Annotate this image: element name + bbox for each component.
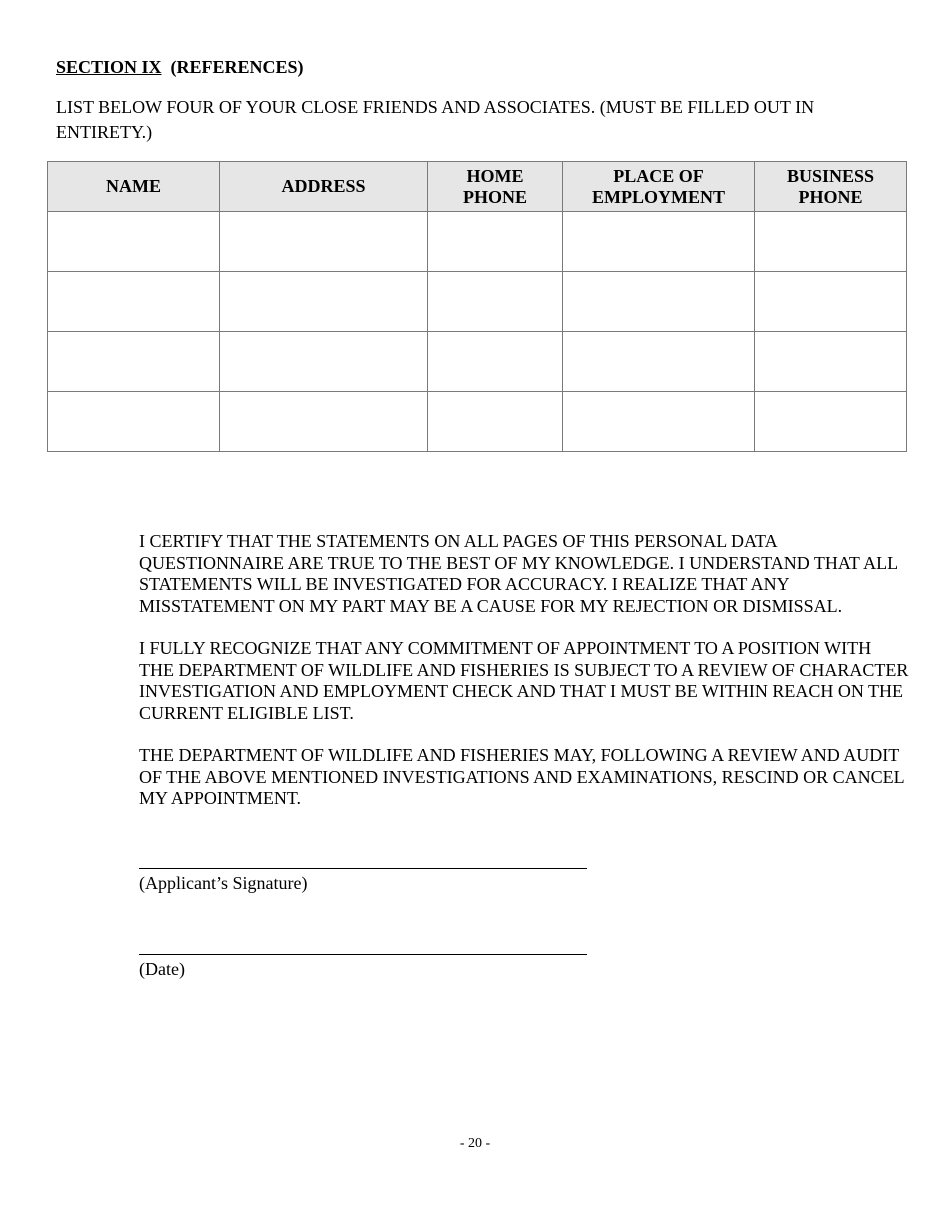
signature-line[interactable] [139, 868, 587, 869]
employment-cell[interactable] [563, 272, 755, 332]
signature-label: (Applicant’s Signature) [139, 873, 308, 893]
address-cell[interactable] [220, 392, 428, 452]
header-place-of-employment: PLACE OF EMPLOYMENT [563, 162, 755, 212]
table-row [48, 332, 907, 392]
business-phone-cell[interactable] [755, 332, 907, 392]
name-cell[interactable] [48, 332, 220, 392]
home-phone-cell[interactable] [428, 272, 563, 332]
name-cell[interactable] [48, 212, 220, 272]
home-phone-cell[interactable] [428, 392, 563, 452]
home-phone-cell[interactable] [428, 212, 563, 272]
date-label: (Date) [139, 959, 185, 979]
name-cell[interactable] [48, 272, 220, 332]
address-cell[interactable] [220, 332, 428, 392]
table-row [48, 212, 907, 272]
header-business-phone: BUSINESS PHONE [755, 162, 907, 212]
table-row [48, 392, 907, 452]
name-cell[interactable] [48, 392, 220, 452]
section-number: SECTION IX [56, 57, 162, 77]
table-row [48, 272, 907, 332]
header-address: ADDRESS [220, 162, 428, 212]
page-number: - 20 - [459, 1136, 491, 1151]
employment-cell[interactable] [563, 392, 755, 452]
date-line[interactable] [139, 954, 587, 955]
address-cell[interactable] [220, 212, 428, 272]
employment-cell[interactable] [563, 212, 755, 272]
section-heading [56, 57, 304, 78]
business-phone-cell[interactable] [755, 212, 907, 272]
section-title: (REFERENCES) [170, 57, 304, 77]
instructions-text: LIST BELOW FOUR OF YOUR CLOSE FRIENDS AND ASSOCIATES. (MUST BE FILLED OUT IN ENTIRETY.) [56, 97, 815, 142]
employment-cell[interactable] [563, 332, 755, 392]
references-table [47, 161, 907, 452]
address-cell[interactable] [220, 272, 428, 332]
certification-paragraph-3: THE DEPARTMENT OF WILDLIFE AND FISHERIES MAY, FOLLOWING A REVIEW AND AUDIT OF THE ABOVE MENTIONED INVESTIGATIONS AND EXAMINATIONS, RESCIND OR CANCEL MY APPOINTMENT. [139, 745, 904, 808]
table-header-row [48, 162, 907, 212]
business-phone-cell[interactable] [755, 392, 907, 452]
header-home-phone: HOME PHONE [428, 162, 563, 212]
business-phone-cell[interactable] [755, 272, 907, 332]
header-name: NAME [48, 162, 220, 212]
certification-paragraph-2: I FULLY RECOGNIZE THAT ANY COMMITMENT OF APPOINTMENT TO A POSITION WITH THE DEPARTMENT OF WILDLIFE AND FISHERIES IS SUBJECT TO A REVIEW OF CHARACTER INVESTIGATION AND EMPLOYMENT CHECK AND THAT I MUST BE WITHIN REACH ON THE CURRENT ELIGIBLE LIST. [139, 638, 909, 723]
home-phone-cell[interactable] [428, 332, 563, 392]
certification-paragraph-1: I CERTIFY THAT THE STATEMENTS ON ALL PAGES OF THIS PERSONAL DATA QUESTIONNAIRE ARE TRUE TO THE BEST OF MY KNOWLEDGE. I UNDERSTAND THAT ALL STATEMENTS WILL BE INVESTIGATED FOR ACCURACY. I REALIZE THAT ANY MISSTATEMENT ON MY PART MAY BE A CAUSE FOR MY REJECTION OR DISMISSAL. [139, 531, 898, 616]
